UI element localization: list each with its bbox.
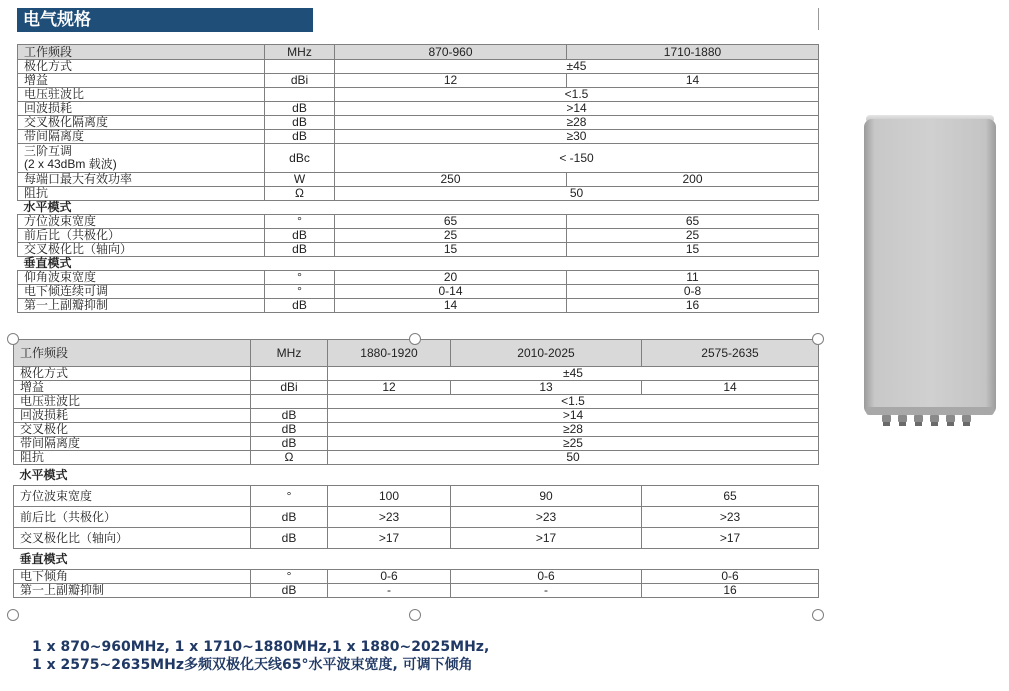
- row-label: 极化方式: [18, 60, 265, 74]
- table-row: [18, 271, 819, 285]
- row-label: 每端口最大有效功率: [18, 173, 265, 187]
- row-unit: dB: [251, 528, 328, 549]
- row-label: 第一上副瓣抑制: [14, 584, 251, 598]
- header-cell: 1880-1920: [328, 340, 451, 367]
- row-unit: dB: [265, 116, 335, 130]
- row-value: 200: [567, 173, 819, 187]
- table-row: [18, 173, 819, 187]
- row-unit: °: [251, 570, 328, 584]
- row-unit: dB: [251, 437, 328, 451]
- table-row: [18, 229, 819, 243]
- row-unit: dB: [251, 584, 328, 598]
- row-label: 阻抗: [18, 187, 265, 201]
- section-row: [14, 549, 819, 570]
- row-value: -: [451, 584, 642, 598]
- row-value: <1.5: [328, 395, 819, 409]
- row-unit: Ω: [265, 187, 335, 201]
- row-label: 交叉极化比（轴向）: [18, 243, 265, 257]
- row-unit: dB: [251, 507, 328, 528]
- section-title: 电气规格: [17, 8, 313, 32]
- row-value: >17: [642, 528, 819, 549]
- row-unit: dB: [265, 229, 335, 243]
- resize-handle-bottom-left[interactable]: [7, 609, 19, 621]
- table-row: [18, 60, 819, 74]
- row-unit: dB: [265, 102, 335, 116]
- row-value: >14: [335, 102, 819, 116]
- row-value: ≥25: [328, 437, 819, 451]
- spec-table-2[interactable]: [13, 339, 819, 598]
- row-label: 前后比（共极化）: [18, 229, 265, 243]
- row-label: 电下倾连续可调: [18, 285, 265, 299]
- row-value: 90: [451, 486, 642, 507]
- row-value: >23: [451, 507, 642, 528]
- row-value: 20: [335, 271, 567, 285]
- row-label: 电下倾角: [14, 570, 251, 584]
- row-value: 14: [642, 381, 819, 395]
- row-value: 0-6: [328, 570, 451, 584]
- table-row: [18, 243, 819, 257]
- row-unit: °: [265, 271, 335, 285]
- row-label: 方位波束宽度: [18, 215, 265, 229]
- row-value: ≥28: [335, 116, 819, 130]
- row-unit: [251, 367, 328, 381]
- row-label-line1: 三阶互调: [24, 144, 73, 158]
- row-label: 带间隔离度: [14, 437, 251, 451]
- row-label: 回波损耗: [14, 409, 251, 423]
- header-cell: 870-960: [335, 45, 567, 60]
- row-value: ≥28: [328, 423, 819, 437]
- table-row: [14, 409, 819, 423]
- header-cell: 工作频段: [14, 340, 251, 367]
- table-row: [18, 285, 819, 299]
- row-value: 15: [335, 243, 567, 257]
- table-row: [14, 395, 819, 409]
- row-unit: [265, 88, 335, 102]
- resize-handle-top-left[interactable]: [7, 333, 19, 345]
- row-value: ±45: [335, 60, 819, 74]
- table-row: [18, 88, 819, 102]
- row-unit: dBi: [265, 74, 335, 88]
- row-label: 前后比（共极化）: [14, 507, 251, 528]
- row-label-line2: (2 x 43dBm 载波): [24, 157, 117, 171]
- section-row: [18, 201, 819, 215]
- row-unit: dB: [265, 130, 335, 144]
- row-unit: dB: [265, 243, 335, 257]
- row-label: 交叉极化比（轴向）: [14, 528, 251, 549]
- row-label: 回波损耗: [18, 102, 265, 116]
- row-unit: [265, 60, 335, 74]
- row-value: 13: [451, 381, 642, 395]
- table-row: [14, 570, 819, 584]
- row-unit: dBi: [251, 381, 328, 395]
- row-value: >17: [451, 528, 642, 549]
- row-label: 电压驻波比: [14, 395, 251, 409]
- table-row: [18, 116, 819, 130]
- table-row: [14, 584, 819, 598]
- table-row: [14, 437, 819, 451]
- row-value: ±45: [328, 367, 819, 381]
- row-value: <1.5: [335, 88, 819, 102]
- row-label: 增益: [14, 381, 251, 395]
- header-cell: 2010-2025: [451, 340, 642, 367]
- row-label: 方位波束宽度: [14, 486, 251, 507]
- row-unit: °: [265, 215, 335, 229]
- section-heading: 水平模式: [14, 465, 819, 486]
- row-value: >14: [328, 409, 819, 423]
- row-value: 250: [335, 173, 567, 187]
- row-value: 14: [335, 299, 567, 313]
- row-value: >23: [642, 507, 819, 528]
- row-unit: Ω: [251, 451, 328, 465]
- row-value: 12: [335, 74, 567, 88]
- table-row: [18, 144, 819, 173]
- section-row: [18, 257, 819, 271]
- header-cell: MHz: [251, 340, 328, 367]
- row-unit: W: [265, 173, 335, 187]
- row-unit: °: [251, 486, 328, 507]
- table-row: [14, 507, 819, 528]
- row-unit: °: [265, 285, 335, 299]
- row-unit: [251, 395, 328, 409]
- resize-handle-bottom-right[interactable]: [812, 609, 824, 621]
- header-cell: MHz: [265, 45, 335, 60]
- section-heading: 垂直模式: [14, 549, 819, 570]
- antenna-product-image: [864, 113, 996, 429]
- divider: [818, 8, 819, 30]
- row-unit: dB: [251, 423, 328, 437]
- row-value: < -150: [335, 144, 819, 173]
- table-row: [14, 528, 819, 549]
- row-label: [18, 144, 265, 173]
- caption-line-1: 1 x 870~960MHz, 1 x 1710~1880MHz,1 x 1880~2025MHz,: [32, 639, 490, 655]
- row-value: 12: [328, 381, 451, 395]
- spec-table-1: [17, 44, 819, 313]
- resize-handle-top-middle[interactable]: [409, 333, 421, 345]
- header-cell: 2575-2635: [642, 340, 819, 367]
- row-value: 65: [335, 215, 567, 229]
- row-label: 交叉极化: [14, 423, 251, 437]
- row-value: 25: [335, 229, 567, 243]
- section-heading: 垂直模式: [18, 257, 819, 271]
- row-unit: dBc: [265, 144, 335, 173]
- row-label: 第一上副瓣抑制: [18, 299, 265, 313]
- resize-handle-bottom-middle[interactable]: [409, 609, 421, 621]
- table-row: [18, 130, 819, 144]
- table-header: [18, 45, 819, 60]
- row-value: -: [328, 584, 451, 598]
- row-value: 0-8: [567, 285, 819, 299]
- row-value: >23: [328, 507, 451, 528]
- row-value: 100: [328, 486, 451, 507]
- row-label: 电压驻波比: [18, 88, 265, 102]
- table-row: [18, 74, 819, 88]
- row-label: 带间隔离度: [18, 130, 265, 144]
- row-value: 0-6: [642, 570, 819, 584]
- row-label: 阻抗: [14, 451, 251, 465]
- row-value: 16: [642, 584, 819, 598]
- row-label: 交叉极化隔离度: [18, 116, 265, 130]
- row-value: 11: [567, 271, 819, 285]
- row-value: 0-6: [451, 570, 642, 584]
- table-row: [18, 102, 819, 116]
- table-row: [14, 423, 819, 437]
- row-value: 25: [567, 229, 819, 243]
- row-value: 65: [567, 215, 819, 229]
- row-value: 65: [642, 486, 819, 507]
- row-value: 16: [567, 299, 819, 313]
- table-row: [18, 215, 819, 229]
- row-value: >17: [328, 528, 451, 549]
- row-value: 14: [567, 74, 819, 88]
- section-row: [14, 465, 819, 486]
- table-row: [14, 486, 819, 507]
- row-value: 15: [567, 243, 819, 257]
- caption-line-2: 1 x 2575~2635MHz多频双极化天线65°水平波束宽度, 可调下倾角: [32, 657, 473, 673]
- header-cell: 工作频段: [18, 45, 265, 60]
- table-row: [18, 299, 819, 313]
- row-value: 50: [335, 187, 819, 201]
- table-row: [14, 381, 819, 395]
- table-row: [18, 187, 819, 201]
- section-heading: 水平模式: [18, 201, 819, 215]
- row-unit: dB: [265, 299, 335, 313]
- row-label: 仰角波束宽度: [18, 271, 265, 285]
- row-value: 50: [328, 451, 819, 465]
- resize-handle-top-right[interactable]: [812, 333, 824, 345]
- row-unit: dB: [251, 409, 328, 423]
- product-caption: [32, 638, 489, 674]
- table-row: [14, 451, 819, 465]
- row-label: 极化方式: [14, 367, 251, 381]
- header-cell: 1710-1880: [567, 45, 819, 60]
- row-value: 0-14: [335, 285, 567, 299]
- row-label: 增益: [18, 74, 265, 88]
- row-value: ≥30: [335, 130, 819, 144]
- table-row: [14, 367, 819, 381]
